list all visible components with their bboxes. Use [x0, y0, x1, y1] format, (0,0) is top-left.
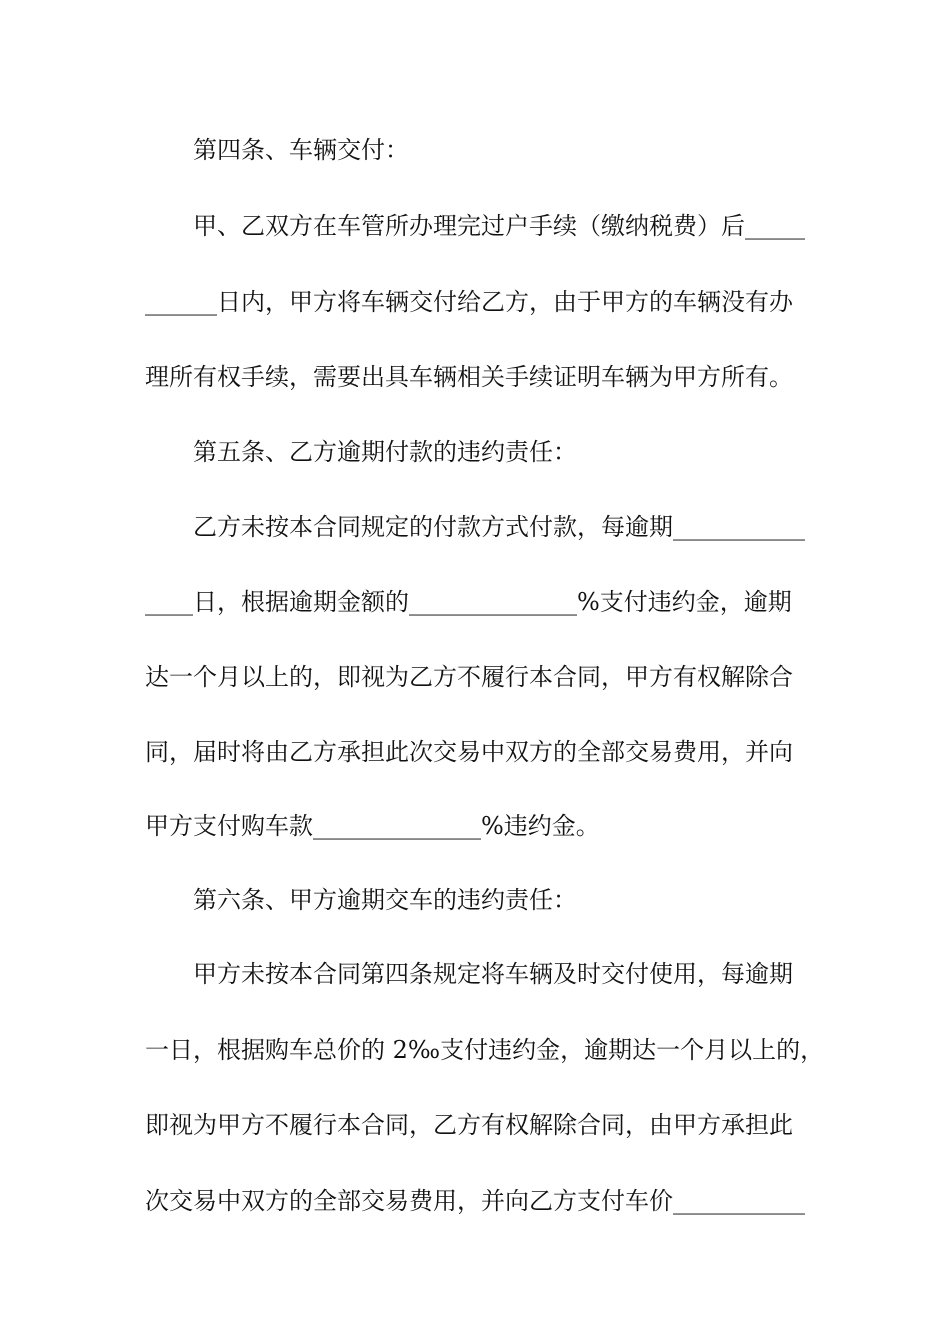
article-6-text-line-4: 次交易中双方的全部交易费用，并向乙方支付车价___________ [145, 1187, 805, 1215]
article-5-text-line-5: 甲方支付购车款______________%违约金。 [145, 812, 600, 840]
article-6-heading: 第六条、甲方逾期交车的违约责任： [193, 886, 577, 914]
article-5-text-line-3: 达一个月以上的，即视为乙方不履行本合同，甲方有权解除合 [145, 663, 793, 691]
article-6-text-line-1: 甲方未按本合同第四条规定将车辆及时交付使用，每逾期 [193, 960, 793, 988]
article-4-text-line-1: 甲、乙双方在车管所办理完过户手续（缴纳税费）后_____ [193, 212, 805, 240]
article-6-text-line-3: 即视为甲方不履行本合同，乙方有权解除合同，由甲方承担此 [145, 1111, 793, 1139]
article-5-heading: 第五条、乙方逾期付款的违约责任： [193, 438, 577, 466]
article-4-text-line-3: 理所有权手续，需要出具车辆相关手续证明车辆为甲方所有。 [145, 363, 793, 391]
article-5-text-line-4: 同，届时将由乙方承担此次交易中双方的全部交易费用，并向 [145, 738, 793, 766]
article-4-heading: 第四条、车辆交付： [193, 136, 409, 164]
article-5-text-line-2: ____日，根据逾期金额的______________%支付违约金，逾期 [145, 588, 792, 616]
article-5-text-line-1: 乙方未按本合同规定的付款方式付款，每逾期___________ [193, 513, 805, 541]
article-6-text-line-2: 一日，根据购车总价的 2‰支付违约金，逾期达一个月以上的， [145, 1036, 825, 1064]
article-4-text-line-2: ______日内，甲方将车辆交付给乙方，由于甲方的车辆没有办 [145, 288, 793, 316]
